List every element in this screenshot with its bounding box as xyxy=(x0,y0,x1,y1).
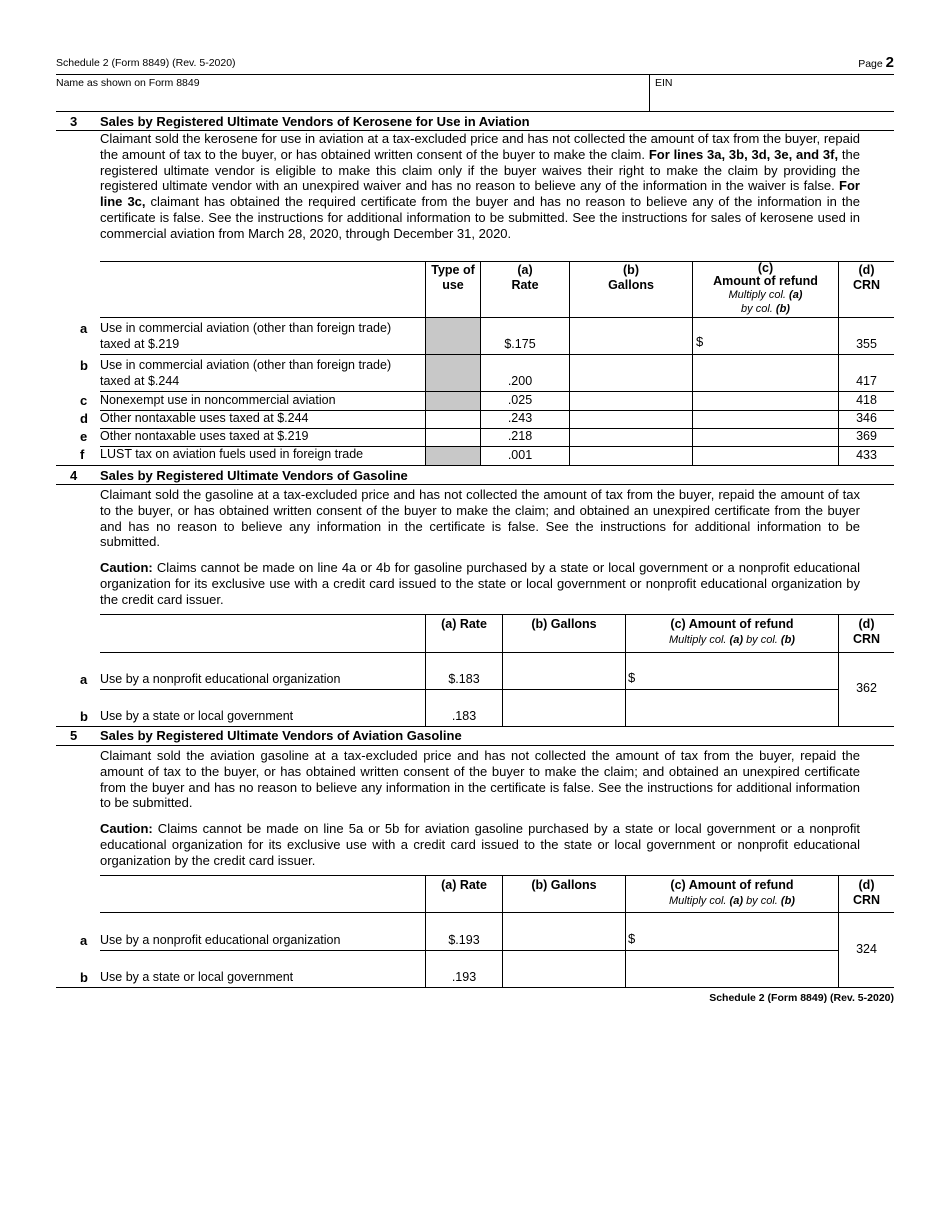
t3-row-d-rate: .243 xyxy=(507,411,533,425)
line4-title: Sales by Registered Ultimate Vendors of Gasoline xyxy=(100,468,408,483)
t3-row-d-refund[interactable] xyxy=(694,411,836,426)
t3-row-c-rate: .025 xyxy=(507,393,533,407)
t3-row-e-gallons[interactable] xyxy=(571,429,690,444)
t3-col-a: (a) Rate xyxy=(511,263,539,292)
t4-row-a-gallons[interactable] xyxy=(504,655,623,687)
line3-title: Sales by Registered Ultimate Vendors of Kerosene for Use in Aviation xyxy=(100,114,530,129)
header-bottom-rule xyxy=(56,111,894,112)
t3-row-b-crn: 417 xyxy=(856,374,877,388)
t3-row-b-desc: Use in commercial aviation (other than foreign trade) taxed at $.244 xyxy=(100,358,392,388)
name-label: Name as shown on Form 8849 xyxy=(56,77,200,89)
t4-col-d: (d) CRN xyxy=(852,617,881,646)
t3-row-a-rate: $.175 xyxy=(504,337,536,351)
t3-col-b: (b) Gallons xyxy=(608,263,654,292)
t5-row-a-desc: Use by a nonprofit educational organization xyxy=(100,933,341,947)
line3-number: 3 xyxy=(70,114,78,129)
t5-row-a-refund[interactable] xyxy=(640,915,836,947)
t5-col-d: (d) CRN xyxy=(852,878,881,907)
t3-row-c-gallons[interactable] xyxy=(571,393,690,408)
t5-row-a-rate: $.193 xyxy=(448,933,480,947)
t4-row-b-rate: .183 xyxy=(451,709,477,723)
line5-caution: Caution: Claims cannot be made on line 5a or 5b for aviation gasoline purchased by a state or local government or a nonprofit educational organization for its exclusive use with a credit card issued to the state or local government or nonprofit educational organization by the credit card issuer. xyxy=(100,821,860,868)
t3-bottom-rule xyxy=(56,465,894,466)
page-number: 2 xyxy=(885,54,894,71)
t5-col-b: (b) Gallons xyxy=(531,878,597,892)
t3-row-e-crn: 369 xyxy=(856,429,877,443)
t3-col-c: (c) Amount of refund Multiply col. (a) by col. (b) xyxy=(713,261,818,315)
line5-number: 5 xyxy=(70,728,78,743)
t4-row-a-refund[interactable] xyxy=(640,655,836,687)
t5-crn: 324 xyxy=(856,942,877,956)
form-id-header: Schedule 2 (Form 8849) (Rev. 5-2020) xyxy=(56,57,236,69)
line4-caution: Caution: Claims cannot be made on line 4a or 4b for gasoline purchased by a state or local government or a nonprofit educational organization for its exclusive use with a credit card issued to the state or local government or nonprofit educational organization by the credit card issuer. xyxy=(100,560,860,607)
t3-row-d-gallons[interactable] xyxy=(571,411,690,426)
t5-row-b-refund[interactable] xyxy=(627,953,836,985)
t3-row-f-rate: .001 xyxy=(507,448,533,462)
ein-label: EIN xyxy=(655,77,673,89)
t3-shade-f xyxy=(426,447,480,465)
t5-row-a-gallons[interactable] xyxy=(504,915,623,947)
t3-row-a-gallons[interactable] xyxy=(571,320,690,352)
t3-row-d-type[interactable] xyxy=(427,411,478,426)
t3-row-a-refund[interactable] xyxy=(706,320,836,352)
line5-paragraph: Claimant sold the aviation gasoline at a tax-excluded price and has not collected the amount of tax from the buyer, repaid the amount of tax to the buyer, or has obtained written consent of the buyer to make the claim; and obtained an unexpired certificate from the buyer and has no reason to believe any information in the certificate is false. See the instructions for additional information to be submitted. xyxy=(100,748,860,811)
ein-field[interactable] xyxy=(656,90,892,108)
t4-row-b-refund[interactable] xyxy=(627,692,836,724)
t3-row-f-refund[interactable] xyxy=(694,448,836,463)
t4-row-a-rate: $.183 xyxy=(448,672,480,686)
line4-title-rule xyxy=(56,484,894,485)
t3-row-e-refund[interactable] xyxy=(694,429,836,444)
t5-row-b-gallons[interactable] xyxy=(504,953,623,985)
page-label: Page xyxy=(858,58,883,70)
t4-crn: 362 xyxy=(856,681,877,695)
t3-row-d-crn: 346 xyxy=(856,411,877,425)
t3-row-f-crn: 433 xyxy=(856,448,877,462)
page-indicator xyxy=(858,54,894,71)
t5-row-b-desc: Use by a state or local government xyxy=(100,970,294,984)
t3-row-a-desc: Use in commercial aviation (other than foreign trade) taxed at $.219 xyxy=(100,321,392,351)
t3-row-a-dollar: $ xyxy=(696,334,704,349)
t3-row-c-refund[interactable] xyxy=(694,393,836,408)
t5-col-c: (c) Amount of refund Multiply col. (a) by col. (b) xyxy=(669,878,795,907)
t3-row-c-desc: Nonexempt use in noncommercial aviation xyxy=(100,393,336,407)
name-field[interactable] xyxy=(58,90,644,108)
t5-bottom-rule xyxy=(56,987,894,988)
line3-paragraph: Claimant sold the kerosene for use in aviation at a tax-excluded price and has not collected the amount of tax from the buyer, repaid the amount of tax to the buyer, or has obtained written consent of the buyer to make the claim. For lines 3a, 3b, 3d, 3e, and 3f, the registered ultimate vendor is eligible to make this claim only if the buyer waives their right to make the claim by providing the registered ultimate vendor with an unexpired waiver and has no reason to believe any of the information in the waiver is false. For line 3c, claimant has obtained the required certificate from the buyer and has no reason to believe any of the information in the certificate is false. See the instructions for additional information to be submitted. See the instructions for sales of kerosene used in commercial aviation from March 28, 2020, through December 31, 2020. xyxy=(100,131,861,241)
ein-divider xyxy=(649,74,650,111)
t5-col-a: (a) Rate xyxy=(441,878,487,892)
line4-paragraph: Claimant sold the gasoline at a tax-excluded price and has not collected the amount of tax from the buyer, repaid the amount of tax to the buyer, or has obtained written consent of the buyer to make the claim; and obtained an unexpired certificate from the buyer and has no reason to believe any information in the certificate is false. See the instructions for additional information to be submitted. xyxy=(100,487,860,550)
t4-row-b-gallons[interactable] xyxy=(504,692,623,724)
t3-row-c-crn: 418 xyxy=(856,393,877,407)
t4-row-a-dollar: $ xyxy=(628,670,636,685)
t3-row-b-refund[interactable] xyxy=(694,357,836,389)
t3-row-b-gallons[interactable] xyxy=(571,357,690,389)
t3-row-e-rate: .218 xyxy=(507,429,533,443)
line4-number: 4 xyxy=(70,468,78,483)
t3-row-f-gallons[interactable] xyxy=(571,448,690,463)
t3-row-b-rate: .200 xyxy=(507,374,533,388)
t4-col-a: (a) Rate xyxy=(441,617,487,631)
t3-row-f-desc: LUST tax on aviation fuels used in foreign trade xyxy=(100,447,364,461)
header-rule xyxy=(56,74,894,75)
t5-row-a-dollar: $ xyxy=(628,931,636,946)
t4-col-c: (c) Amount of refund Multiply col. (a) by col. (b) xyxy=(669,617,795,646)
t3-row-e-type[interactable] xyxy=(427,429,478,444)
t3-row-d-desc: Other nontaxable uses taxed at $.244 xyxy=(100,411,309,425)
t3-row-e-desc: Other nontaxable uses taxed at $.219 xyxy=(100,429,309,443)
form-id-footer: Schedule 2 (Form 8849) (Rev. 5-2020) xyxy=(709,992,894,1004)
line5-title-rule xyxy=(56,745,894,746)
t3-shade-a xyxy=(426,318,480,354)
t3-header-rule xyxy=(100,317,894,318)
t4-bottom-rule xyxy=(56,726,894,727)
t3-shade-c xyxy=(426,392,480,410)
line5-title: Sales by Registered Ultimate Vendors of Aviation Gasoline xyxy=(100,728,462,743)
t3-row-a-crn: 355 xyxy=(856,337,877,351)
t4-row-a-desc: Use by a nonprofit educational organization xyxy=(100,672,341,686)
t3-col-d: (d) CRN xyxy=(852,263,881,292)
t4-row-b-desc: Use by a state or local government xyxy=(100,709,294,723)
t5-row-b-rate: .193 xyxy=(451,970,477,984)
t3-col-type: Type of use xyxy=(431,263,475,292)
t4-col-b: (b) Gallons xyxy=(531,617,597,631)
t3-shade-b xyxy=(426,355,480,391)
